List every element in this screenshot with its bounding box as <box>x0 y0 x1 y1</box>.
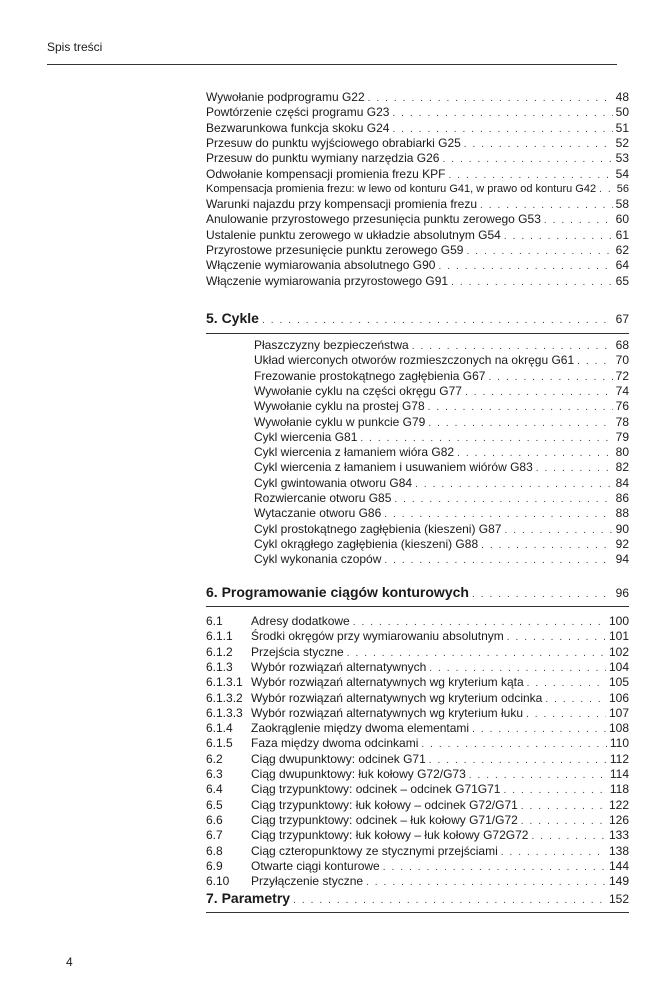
toc-entry-page: 105 <box>608 675 629 690</box>
toc-entry-title: Warunki najazdu przy kompensacji promienia frezu <box>206 197 478 212</box>
dot-leader <box>384 507 612 522</box>
toc-entry-page: 74 <box>615 383 629 398</box>
dot-leader <box>442 152 612 167</box>
toc-entry-title: Ciąg trzypunktowy: łuk kołowy – łuk kołowy G72G72 <box>251 828 529 843</box>
toc-entry-page: 84 <box>615 475 629 490</box>
toc-entry <box>254 491 629 506</box>
toc-entry-page: 60 <box>615 212 629 227</box>
toc-entry-title: Adresy dodatkowe <box>251 614 350 628</box>
toc-chapter <box>206 582 629 602</box>
toc-entry-title: Wybór rozwiązań alternatywnych wg kryterium odcinka <box>251 690 543 705</box>
dot-leader <box>392 106 612 121</box>
toc-entry <box>206 258 629 273</box>
toc-entry <box>206 844 629 859</box>
toc-entry-title: Anulowanie przyrostowego przesunięcia punktu zerowego G53 <box>206 212 541 227</box>
toc-entry-page: 149 <box>608 874 629 889</box>
dot-leader <box>545 692 606 707</box>
toc-entry-title: Wywołanie cyklu na prostej G78 <box>254 399 425 414</box>
toc-entry-title: Ciąg trzypunktowy: odcinek – łuk kołowy G71/G72 <box>251 812 518 827</box>
toc-entry-page: 88 <box>615 506 629 521</box>
toc-entry-page: 80 <box>615 445 629 460</box>
dot-leader <box>383 860 606 875</box>
toc-entry-title: Cykl prostokątnego zagłębienia (kieszeni) G87 <box>254 521 502 536</box>
toc-entry-title: Układ wierconych otworów rozmieszczonych na okręgu G61 <box>254 353 575 368</box>
chapter-rule <box>206 912 629 913</box>
dot-leader <box>507 630 606 645</box>
toc-entry <box>206 629 629 644</box>
toc-chapter <box>206 308 629 328</box>
toc-entry-page: 61 <box>615 227 629 242</box>
toc-entry-number: 6.7 <box>206 828 223 843</box>
toc-entry <box>206 706 629 721</box>
dot-leader <box>457 446 613 461</box>
dot-leader <box>501 845 606 860</box>
toc-entry-title: Środki okręgów przy wymiarowaniu absolutnym <box>251 629 504 644</box>
toc-chapter-title: 7. Parametry <box>206 890 291 906</box>
toc-entry-title: Ciąg dwupunktowy: łuk kołowy G72/G73 <box>251 767 466 781</box>
dot-leader <box>429 661 606 676</box>
toc-entry-page: 58 <box>615 197 629 212</box>
toc-entry-number: 6.1.1 <box>206 629 233 644</box>
toc-entry-page: 48 <box>615 90 629 104</box>
dot-leader <box>481 538 613 553</box>
dot-leader <box>464 137 613 152</box>
toc-entry-title: Cykl wiercenia z łamaniem wióra G82 <box>254 445 455 460</box>
toc-entry-page: 114 <box>609 767 629 781</box>
toc-entry <box>206 167 629 182</box>
dot-leader <box>465 385 613 400</box>
toc-entry-number: 6.1.3.2 <box>206 690 243 705</box>
toc-entry-title: Przyrostowe przesunięcie punktu zerowego G59 <box>206 243 464 257</box>
dot-leader <box>544 213 613 228</box>
toc-entry-page: 52 <box>615 135 629 150</box>
dot-leader <box>469 768 607 783</box>
dot-leader <box>392 122 612 137</box>
toc-entry-title: Odwołanie kompensacji promienia frezu KPF <box>206 166 446 181</box>
toc-entry <box>206 274 629 289</box>
dot-leader <box>347 646 606 661</box>
toc-entry-title: Wywołanie cyklu w punkcie G79 <box>254 414 426 429</box>
toc-entry <box>254 445 629 460</box>
dot-leader <box>421 737 606 752</box>
toc-entry <box>206 721 629 736</box>
toc-entry-page: 106 <box>608 690 629 705</box>
dot-leader <box>428 416 612 431</box>
toc-entry <box>254 522 629 537</box>
dot-leader <box>448 168 612 183</box>
toc-entry-number: 6.3 <box>206 767 223 781</box>
toc-entry <box>254 537 629 552</box>
dot-leader <box>412 339 613 354</box>
toc-entry-title: Ciąg trzypunktowy: łuk kołowy – odcinek G72/G71 <box>251 797 518 812</box>
toc-entry <box>206 874 629 889</box>
toc-entry-title: Ciąg trzypunktowy: odcinek – odcinek G71G71 <box>251 782 501 797</box>
toc-entry-page: 76 <box>615 399 629 414</box>
dot-leader <box>360 431 612 446</box>
toc-chapter <box>206 888 629 908</box>
toc-entry-page: 102 <box>608 644 629 659</box>
toc-entry-page: 64 <box>615 258 629 273</box>
toc-entry-number: 6.8 <box>206 843 223 858</box>
toc-entry-number: 6.1.3.3 <box>206 705 243 720</box>
toc-entry <box>206 90 629 105</box>
toc-entry-page: 107 <box>608 705 629 720</box>
toc-entry-page: 100 <box>608 614 629 628</box>
dot-leader <box>429 753 607 768</box>
toc-entry <box>254 369 629 384</box>
toc-entry-title: Ustalenie punktu zerowego w układzie absolutnym G54 <box>206 227 501 242</box>
toc-entry-title: Kompensacja promienia frezu: w lewo od konturu G41, w prawo od konturu G42 <box>206 182 597 195</box>
toc-chapter-page: 152 <box>608 892 629 906</box>
dot-leader <box>353 615 606 630</box>
toc-entry-number: 6.9 <box>206 858 223 873</box>
toc-entry-page: 78 <box>615 414 629 429</box>
toc-entry <box>206 212 629 227</box>
dot-leader <box>536 461 613 476</box>
dot-leader <box>262 311 613 331</box>
toc-entry-page: 82 <box>615 460 629 475</box>
toc-entry-page: 94 <box>615 552 629 567</box>
toc-entry-page: 144 <box>608 858 629 873</box>
toc-entry-title: Włączenie wymiarowania przyrostowego G91 <box>206 273 449 288</box>
toc-entry <box>206 675 629 690</box>
toc-entry-title: Cykl gwintowania otworu G84 <box>254 475 413 490</box>
toc-entry <box>206 151 629 166</box>
toc-entry-page: 68 <box>615 338 629 352</box>
toc-entry-number: 6.1.5 <box>206 736 233 751</box>
toc-entry <box>254 476 629 491</box>
toc-entry-number: 6.5 <box>206 797 223 812</box>
toc-entry <box>206 182 629 197</box>
toc-entry-number: 6.1.3.1 <box>206 675 243 690</box>
dot-leader <box>466 244 612 259</box>
toc-entry <box>206 660 629 675</box>
toc-entry-title: Cykl wiercenia z łamaniem i usuwaniem wiórów G83 <box>254 460 533 475</box>
running-header: Spis treści <box>47 40 103 54</box>
dot-leader <box>521 814 606 829</box>
toc-entry-title: Powtórzenie części programu G23 <box>206 105 390 120</box>
dot-leader <box>415 477 613 492</box>
dot-leader <box>384 553 612 568</box>
toc-entry <box>206 105 629 120</box>
chapter-rule <box>206 606 629 607</box>
dot-leader <box>504 523 612 538</box>
toc-entry-title: Przesuw do punktu wyjściowego obrabiarki G25 <box>206 135 461 150</box>
toc-entry-title: Bezwarunkowa funkcja skoku G24 <box>206 120 390 135</box>
toc-entry <box>206 752 629 767</box>
toc-chapter-page: 96 <box>615 586 629 600</box>
toc-entry-page: 126 <box>608 812 629 827</box>
toc-entry-title: Wywołanie cyklu na części okręgu G77 <box>254 383 462 398</box>
toc-entry-page: 133 <box>608 828 629 843</box>
toc-entry-number: 6.1.3 <box>206 659 233 674</box>
toc-entry-number: 6.2 <box>206 751 223 766</box>
dot-leader <box>480 198 613 213</box>
toc-chapter-page: 67 <box>615 312 629 326</box>
toc-entry-title: Włączenie wymiarowania absolutnego G90 <box>206 258 436 273</box>
dot-leader <box>394 492 612 507</box>
toc-entry-title: Rozwiercanie otworu G85 <box>254 491 392 505</box>
toc-entry-page: 101 <box>608 629 629 644</box>
dot-leader <box>521 799 606 814</box>
dot-leader <box>293 891 606 911</box>
toc-entry-title: Przesuw do punktu wymiany narzędzia G26 <box>206 151 440 166</box>
dot-leader <box>577 354 613 369</box>
dot-leader <box>451 275 613 290</box>
toc-chapter-title: 6. Programowanie ciągów konturowych <box>206 584 469 600</box>
toc-entry-title: Wywołanie podprogramu G22 <box>206 90 365 104</box>
toc-entry-title: Płaszczyzny bezpieczeństwa <box>254 338 409 352</box>
toc-entry <box>206 243 629 258</box>
toc-entry-title: Przyłączenie styczne <box>251 874 364 889</box>
toc-entry-page: 70 <box>615 353 629 368</box>
toc-entry-page: 108 <box>608 721 629 736</box>
toc-entry <box>206 136 629 151</box>
toc-entry-page: 92 <box>615 536 629 551</box>
toc-entry-page: 65 <box>615 273 629 288</box>
toc-entry-page: 86 <box>615 491 629 505</box>
toc-entry <box>206 197 629 212</box>
toc-entry <box>254 552 629 567</box>
toc-entry-page: 54 <box>615 166 629 181</box>
toc-entry-title: Wytaczanie otworu G86 <box>254 506 382 521</box>
dot-leader <box>472 585 613 605</box>
toc-entry-title: Ciąg czteropunktowy ze stycznymi przejściami <box>251 843 498 858</box>
toc-entry <box>206 645 629 660</box>
toc-entry <box>254 384 629 399</box>
toc-entry-page: 112 <box>609 751 629 766</box>
toc-entry-title: Cykl wiercenia G81 <box>254 429 358 444</box>
toc-entry <box>254 399 629 414</box>
toc-entry-page: 50 <box>615 105 629 120</box>
toc-entry <box>254 338 629 353</box>
toc-entry <box>206 614 629 629</box>
toc-entry-number: 6.1.4 <box>206 721 233 736</box>
toc-entry-page: 122 <box>608 797 629 812</box>
toc-entry <box>206 828 629 843</box>
toc-entry <box>206 767 629 782</box>
toc-entry-page: 53 <box>615 151 629 166</box>
toc-entry-page: 79 <box>615 429 629 444</box>
toc-entry-page: 62 <box>615 243 629 257</box>
toc-entry-title: Wybór rozwiązań alternatywnych <box>251 659 427 674</box>
toc-entry-title: Frezowanie prostokątnego zagłębienia G67 <box>254 368 486 383</box>
toc-entry <box>206 813 629 828</box>
toc-entry-page: 110 <box>609 736 629 751</box>
toc-entry <box>206 736 629 751</box>
toc-entry-title: Wybór rozwiązań alternatywnych wg kryterium kąta <box>251 675 524 690</box>
toc-entry <box>254 430 629 445</box>
toc-entry-page: 72 <box>615 368 629 383</box>
dot-leader <box>531 829 606 844</box>
dot-leader <box>504 229 613 244</box>
dot-leader <box>472 722 606 737</box>
dot-leader <box>526 707 606 722</box>
toc-entry-number: 6.4 <box>206 782 223 797</box>
toc-entry-page: 51 <box>615 120 629 135</box>
dot-leader <box>599 182 614 197</box>
toc-entry-number: 6.1.2 <box>206 644 233 659</box>
toc-entry <box>206 782 629 797</box>
dot-leader <box>368 91 613 106</box>
page-number: 4 <box>66 955 73 969</box>
toc-entry-title: Cykl wykonania czopów <box>254 552 382 567</box>
toc-entry-title: Przejścia styczne <box>251 644 344 659</box>
toc-entry <box>254 353 629 368</box>
dot-leader <box>503 783 606 798</box>
toc-entry <box>206 228 629 243</box>
toc-entry-page: 90 <box>615 521 629 536</box>
toc-chapter-title: 5. Cykle <box>206 310 259 326</box>
dot-leader <box>438 259 612 274</box>
chapter-rule <box>206 333 629 334</box>
toc-entry-number: 6.10 <box>206 874 230 889</box>
toc-entry-number: 6.1 <box>206 614 223 628</box>
toc-entry <box>206 859 629 874</box>
header-rule <box>47 64 617 65</box>
dot-leader <box>527 676 606 691</box>
toc-entry <box>254 415 629 430</box>
toc-entry-page: 138 <box>608 843 629 858</box>
toc-entry <box>254 460 629 475</box>
toc-entry <box>206 798 629 813</box>
toc-entry-title: Otwarte ciągi konturowe <box>251 858 380 873</box>
toc-entry-title: Zaokrąglenie między dwoma elementami <box>251 721 470 736</box>
toc-entry-title: Ciąg dwupunktowy: odcinek G71 <box>251 751 426 766</box>
toc-entry-title: Faza między dwoma odcinkami <box>251 736 419 751</box>
toc-entry-number: 6.6 <box>206 812 223 827</box>
toc-entry-title: Wybór rozwiązań alternatywnych wg kryterium łuku <box>251 705 523 720</box>
dot-leader <box>488 370 612 385</box>
toc-entry-page: 118 <box>609 782 629 797</box>
toc-entry <box>254 506 629 521</box>
toc-entry <box>206 121 629 136</box>
dot-leader <box>428 400 613 415</box>
toc-entry-title: Cykl okrągłego zagłębienia (kieszeni) G88 <box>254 536 479 551</box>
toc-entry-page: 56 <box>616 182 629 195</box>
toc-entry <box>206 691 629 706</box>
toc-entry-page: 104 <box>608 659 629 674</box>
